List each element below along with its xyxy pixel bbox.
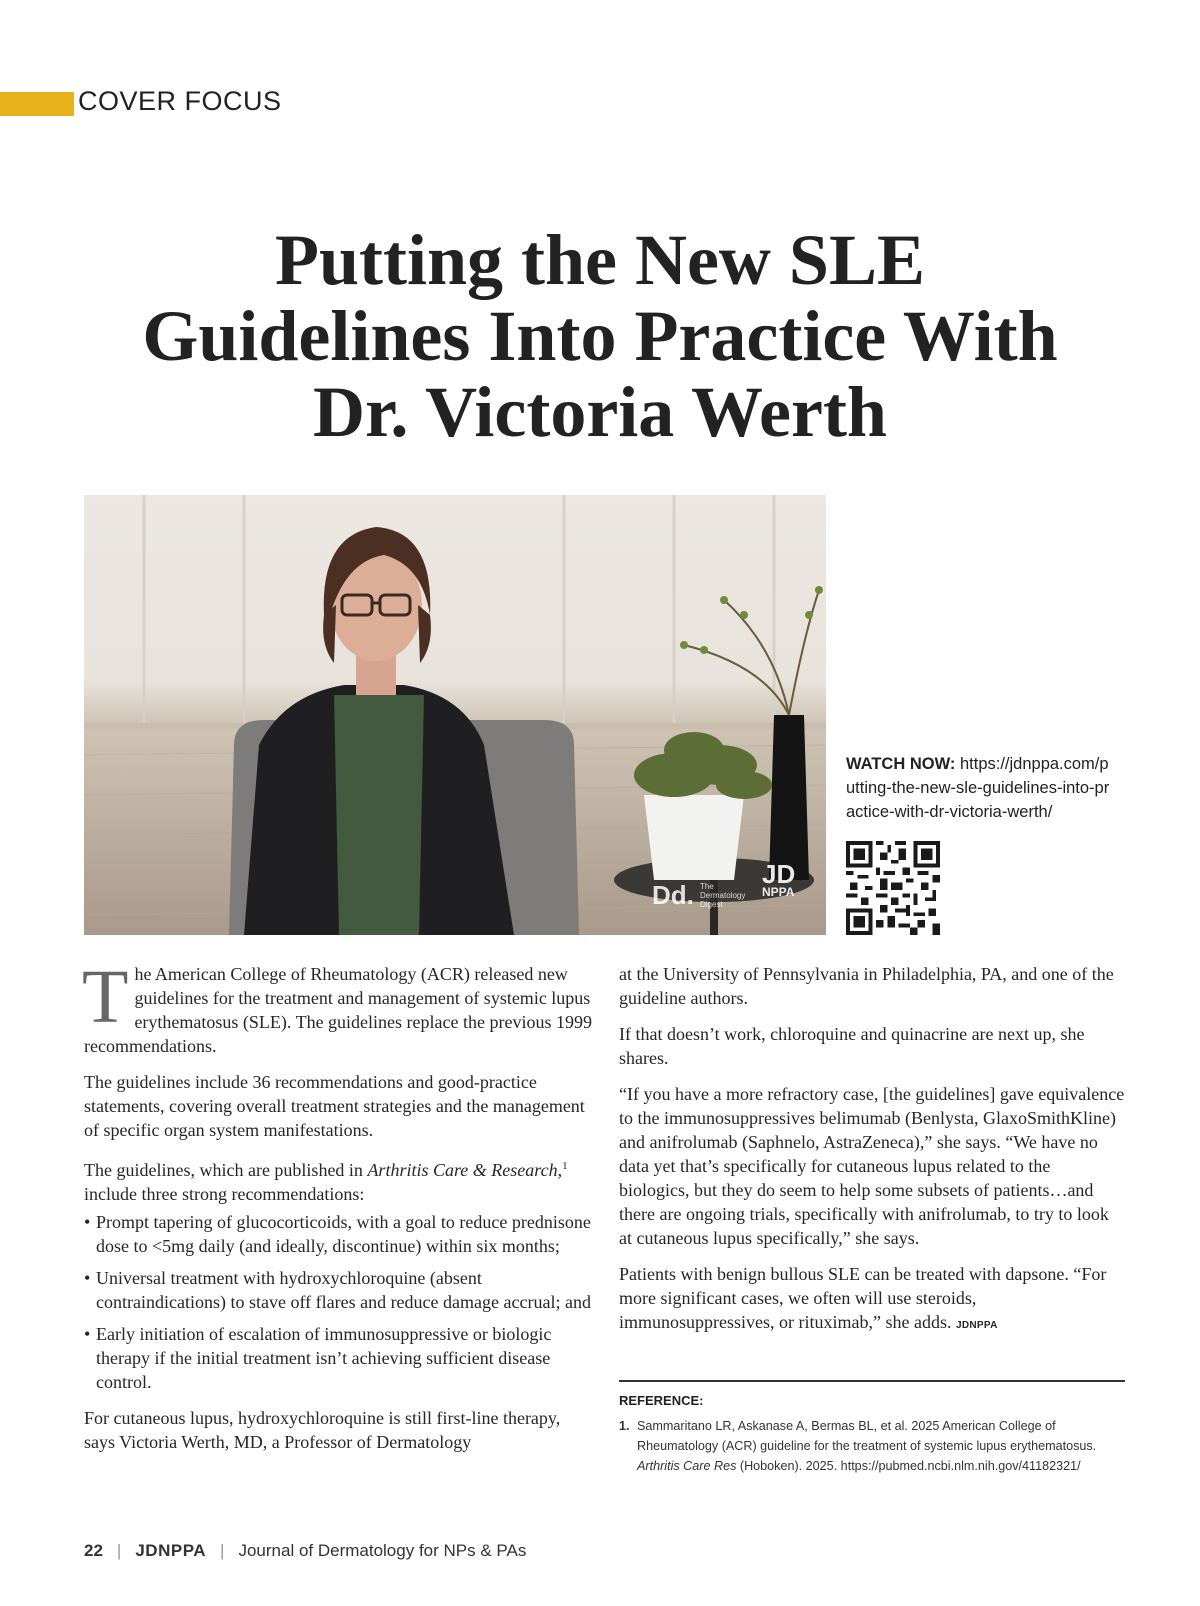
paragraph-3-lead: The guidelines, which are published in (84, 1160, 368, 1180)
reference-divider (619, 1380, 1125, 1382)
footer-journal: Journal of Dermatology for NPs & PAs (238, 1541, 527, 1560)
section-label: COVER FOCUS (78, 86, 282, 116)
reference-heading: REFERENCE: (619, 1393, 704, 1408)
reference-text (619, 1416, 1125, 1476)
paragraph-3-comma: , (557, 1160, 563, 1180)
paragraph-4: For cutaneous lupus, hydroxychloroquine is still first-line therapy, says Victoria Werth, MD, a Professor of Dermatology (84, 1408, 561, 1452)
title-line-3: Dr. Victoria Werth (313, 372, 887, 452)
list-item: • Early initiation of escalation of immunosuppressive or biologic therapy if the initial treatment isn’t achieving sufficient disease control. (84, 1322, 594, 1394)
title-line-1: Putting the New SLE (274, 220, 926, 300)
paragraph-7: “If you have a more refractory case, [the guidelines] gave equivalence to the immunosuppressives belimumab (Benlysta, GlaxoSmithKline) and anifrolumab (Saphnelo, AstraZeneca),” she says. “We have no data yet that’s specifically for cutaneous lupus related to the biologics, but they do seem to help some subsets of patients…and there are ongoing trials, specifically with anifrolumab, to try to look at cutaneous lupus specifically,” she says. (619, 1084, 1125, 1248)
paragraph-intro-text: he American College of Rheumatology (ACR) released new guidelines for the treatment and management of systemic lupus erythematosus (SLE). The guidelines replace the previous 1999 recommendations. (84, 964, 592, 1056)
list-item: • Universal treatment with hydroxychloroquine (absent contraindications) to stave off flares and reduce damage accrual; and (84, 1266, 594, 1314)
reference-journal: Arthritis Care Res (637, 1459, 737, 1473)
paragraph-6: If that doesn’t work, chloroquine and quinacrine are next up, she shares. (619, 1024, 1085, 1068)
reference-item (619, 1416, 1125, 1476)
watch-now-label: WATCH NOW: (846, 755, 956, 773)
list-item: • Prompt tapering of glucocorticoids, with a goal to reduce prednisone dose to <5mg daily (and ideally, discontinue) within six months; (84, 1210, 594, 1258)
jdnppa-logo (762, 859, 796, 899)
interview-scene-illustration (84, 495, 826, 935)
paragraph-5: at the University of Pennsylvania in Philadelphia, PA, and one of the guideline authors. (619, 964, 1114, 1008)
recommendations-list (84, 1210, 594, 1394)
title-line-2: Guidelines Into Practice With (142, 296, 1058, 376)
reference-text-lead: Sammaritano LR, Askanase A, Bermas BL, et al. 2025 American College of Rheumatology (ACR) guideline for the treatment of systemic lupus erythematosus. (637, 1419, 1097, 1453)
page-footer (84, 1541, 526, 1561)
footer-brand: JDNPPA (135, 1541, 207, 1560)
paragraph-3-tail: include three strong recommendations: (84, 1184, 365, 1204)
citation-marker: 1 (562, 1160, 568, 1172)
reference-number: 1. (619, 1419, 630, 1433)
paragraph-intro (82, 955, 594, 1058)
journal-name: Arthritis Care & Research (367, 1160, 558, 1180)
paragraph-3 (84, 1154, 594, 1206)
qr-code-icon[interactable] (846, 841, 940, 935)
video-still-image[interactable] (84, 495, 826, 935)
end-tag: JDNPPA (955, 1320, 998, 1331)
paragraph-2: The guidelines include 36 recommendations and good-practice statements, covering overall treatment strategies and the management of specific organ system manifestations. (84, 1072, 585, 1140)
reference-text-tail: (Hoboken). 2025. https://pubmed.ncbi.nlm.nih.gov/41182321/ (736, 1459, 1081, 1473)
watch-now-link[interactable]: https://jdnppa.com/putting-the-new-sle-guidelines-into-practice-with-dr-victoria-werth/ (846, 755, 1110, 821)
drop-cap: T (82, 955, 129, 1039)
dermatology-digest-logo: Dd. (652, 880, 694, 910)
jdnppa-logo-top: JD (762, 859, 796, 889)
watch-now-block (846, 752, 1116, 824)
footer-separator: | (116, 1541, 122, 1560)
article-column-right (619, 962, 1125, 1350)
article-title (60, 222, 1140, 450)
page-number: 22 (84, 1541, 103, 1560)
footer-separator: | (220, 1541, 225, 1560)
paragraph-8 (619, 1262, 1125, 1338)
section-accent-bar (0, 92, 74, 116)
paragraph-8-text: Patients with benign bullous SLE can be treated with dapsone. “For more significant cases, we often will use steroids, immunosuppressives, or rituximab,” she adds. (619, 1264, 1107, 1332)
article-column-left (82, 955, 594, 1466)
dermatology-digest-logo-text: The Dermatology Digest (700, 882, 746, 909)
jdnppa-logo-bottom: NPPA (762, 885, 795, 899)
